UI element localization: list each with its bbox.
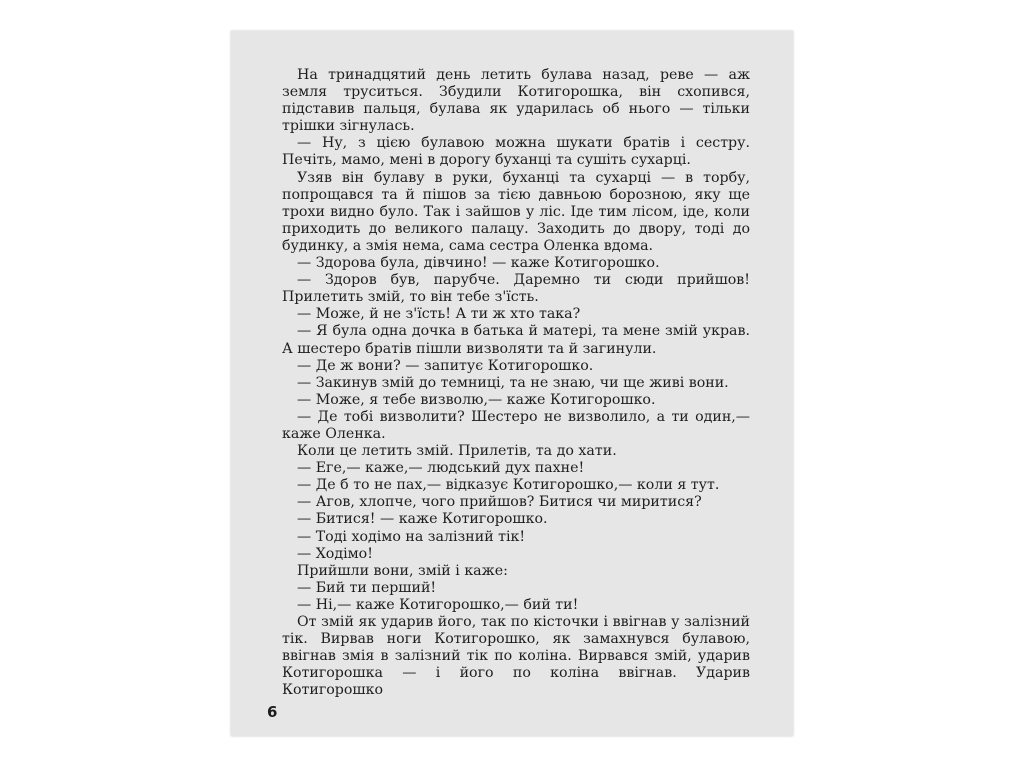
book-page <box>231 31 793 736</box>
paragraph: — Тоді ходімо на залізний тік! <box>297 528 526 545</box>
paragraph: — Здоров був, парубче. Даремно ти сюди прийшов! Прилетить змій, то він тебе з'їсть. <box>282 272 750 306</box>
paragraph: — Де тобі визволити? Шестеро не визволило, а ти один,— каже Оленка. <box>282 408 750 442</box>
paragraph: Узяв він булаву в руки, буханці та сухарці — в торбу, попрощався та й пішов за тією давньою борозною, яку ще трохи видно було. Так і зайшов у ліс. Іде тим лісом, іде, коли приходить до великого палацу. Заходить до двору, тоді до будинку, а змія нема, сама сестра Оленка вдома. <box>282 169 750 254</box>
paragraph: От змій як ударив його, так по кісточки і ввігнав у залізний тік. Вирвав ноги Котигорошко, як замахнувся булавою, ввігнав змія в залізний тік по коліна. Вирвався змій, ударив Котигорошка — і його по коліна ввігнав. Ударив Котигорошко <box>282 614 750 699</box>
page-body-text <box>282 67 750 699</box>
paragraph: — Здорова була, дівчино! — каже Котигорошко. <box>297 255 660 272</box>
paragraph: — Ні,— каже Котигорошко,— бий ти! <box>297 596 579 613</box>
paragraph: — Еге,— каже,— людський дух пахне! <box>297 460 585 477</box>
paragraph: — Агов, хлопче, чого прийшов? Битися чи миритися? <box>297 494 702 511</box>
paragraph: На тринадцятий день летить булава назад, реве — аж земля труситься. Збудили Котигорошка, він схопився, підставив пальця, булава як ударилась об нього — тільки трішки зігнулась. <box>282 67 750 135</box>
paragraph: — Де б то не пах,— відказує Котигорошко,— коли я тут. <box>297 477 720 494</box>
paragraph: — Може, й не з'їсть! А ти ж хто така? <box>297 306 581 323</box>
paragraph: — Ходімо! <box>297 545 373 562</box>
paragraph: — Закинув змій до темниці, та не знаю, чи ще живі вони. <box>297 374 729 391</box>
paragraph: — Де ж вони? — запитує Котигорошко. <box>297 357 594 374</box>
paragraph: — Я була одна дочка в батька й матері, та мене змій украв. А шестеро братів пішли визволяти та й загинули. <box>282 323 750 357</box>
paragraph: Прийшли вони, змій і каже: <box>297 562 508 579</box>
paragraph: — Битися! — каже Котигорошко. <box>297 511 548 528</box>
paragraph: — Може, я тебе визволю,— каже Котигорошко. <box>297 391 656 408</box>
page-number: 6 <box>267 703 278 721</box>
paragraph: — Бий ти перший! <box>297 579 437 596</box>
paragraph: Коли це летить змій. Прилетів, та до хати. <box>297 443 617 460</box>
paragraph: — Ну, з цією булавою можна шукати братів і сестру. Печіть, мамо, мені в дорогу буханці та сушіть сухарці. <box>282 135 750 169</box>
